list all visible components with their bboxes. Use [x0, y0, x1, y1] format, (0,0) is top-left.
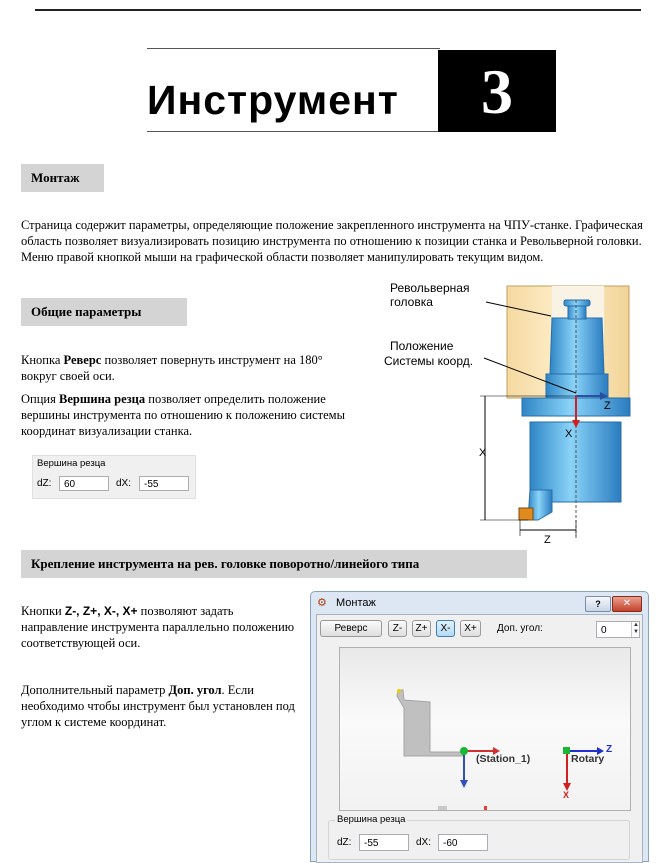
dir-text-pre: Кнопки: [21, 604, 65, 618]
tip-panel-legend: Вершина резца: [37, 458, 106, 469]
reverse-text: [21, 352, 361, 384]
dialog-tip-panel: [328, 814, 630, 860]
montage-intro: Страница содержит параметры, определяющие положение закрепленного инструмента на ЧПУ-станке. Графическая область позволяет визуализировать позицию инструмента по отношению к позиции станка и Револьверной головки. Меню правой кнопкой мыши на графической области позволяет манипулировать текущим видом.: [21, 218, 643, 264]
tool-shape-3d: [397, 690, 463, 756]
chapter-rule-top: [147, 48, 440, 49]
z-minus-button[interactable]: Z-: [388, 620, 407, 637]
x-plus-button[interactable]: X+: [460, 620, 481, 637]
close-button[interactable]: ✕: [612, 596, 642, 612]
z-plus-button[interactable]: Z+: [412, 620, 431, 637]
chapter-number: 3: [481, 56, 513, 127]
chapter-rule-bottom: [147, 131, 440, 132]
station-label: (Station_1): [476, 753, 531, 765]
tool-tip-point: [397, 689, 401, 693]
angle-spinner[interactable]: ▲ ▼: [631, 622, 640, 637]
rotary-origin: [563, 747, 570, 754]
collar: [546, 374, 608, 398]
angle-label: Доп. угол:: [497, 623, 543, 634]
ground-mark-red: [484, 806, 487, 810]
tool-diagram: [380, 275, 655, 550]
turret-label-2: головка: [390, 295, 433, 309]
station-x-arrowhead: [460, 780, 468, 788]
tip-panel-small: [32, 455, 196, 499]
section-heading-mounting: Крепление инструмента на рев. головке поворотно/линейого типа: [21, 550, 527, 578]
taper-shank: [550, 318, 604, 374]
section-heading-montage: Монтаж: [21, 164, 104, 192]
station-origin: [460, 747, 468, 755]
chapter-number-box: [438, 50, 556, 132]
help-button[interactable]: ?: [585, 596, 611, 612]
rotary-x-label: X: [563, 790, 570, 800]
dx-input[interactable]: -55: [139, 476, 189, 491]
x-minus-button[interactable]: X-: [436, 620, 455, 637]
turret-label-1: Револьверная: [390, 281, 470, 295]
dir-buttons-text: [21, 603, 296, 651]
dialog-dz-input[interactable]: -55: [359, 834, 409, 851]
dir-text-post: позволяют задать направление инструмента параллельно положению соответствующей оси.: [21, 604, 295, 650]
tip-text-bold: Вершина резца: [58, 392, 146, 406]
z-dim-label: Z: [544, 534, 551, 546]
angle-text-pre: Дополнительный параметр: [21, 683, 169, 697]
dialog-dx-input[interactable]: -60: [438, 834, 488, 851]
angle-text: [21, 682, 296, 730]
tip-text: [21, 391, 366, 439]
coord-label-2: Системы коорд.: [384, 354, 474, 368]
tip-text-post: позволяет определить положение вершины инструмента по отношению к положению системы координат визуализации станка.: [21, 392, 345, 438]
angle-input[interactable]: 0: [596, 621, 640, 638]
dz-label: dZ:: [37, 478, 52, 489]
tip-text-pre: Опция: [21, 392, 59, 406]
dz-input[interactable]: 60: [59, 476, 109, 491]
viewport-scene: [340, 648, 630, 810]
angle-text-bold: Доп. угол: [168, 683, 222, 697]
dialog-title: Монтаж: [336, 597, 376, 609]
reverse-text-bold: Реверс: [63, 353, 102, 367]
dialog-dz-label: dZ:: [337, 837, 352, 848]
insert: [519, 508, 533, 520]
coord-label-1: Положение: [390, 339, 454, 353]
x-axis-label: X: [565, 428, 573, 440]
dialog-dx-label: dX:: [416, 837, 432, 848]
rotary-label: Rotary: [571, 753, 605, 765]
reverse-button[interactable]: Реверс: [320, 620, 382, 637]
dir-text-codes: Z-, Z+, X-, X+: [64, 604, 138, 618]
reverse-text-post: позволяет повернуть инструмент на 180° вокруг своей оси.: [21, 353, 323, 383]
dx-label: dX:: [116, 478, 132, 489]
reverse-text-pre: Кнопка: [21, 353, 64, 367]
dialog-app-icon: ⚙: [317, 597, 327, 609]
dialog-tip-legend: Вершина резца: [337, 814, 406, 825]
rotary-z-label: Z: [606, 744, 613, 755]
chapter-title: Инструмент: [147, 77, 399, 123]
ground-mark-grey: [438, 806, 447, 810]
x-dim-label: X: [479, 447, 487, 459]
pull-stud-top: [564, 300, 590, 306]
angle-text-post: . Если необходимо чтобы инструмент был установлен под углом к системе координат.: [21, 683, 295, 729]
top-rule: [35, 9, 641, 11]
section-heading-general: Общие параметры: [21, 298, 187, 326]
viewport-3d[interactable]: [339, 647, 631, 811]
z-axis-label: Z: [604, 400, 611, 412]
